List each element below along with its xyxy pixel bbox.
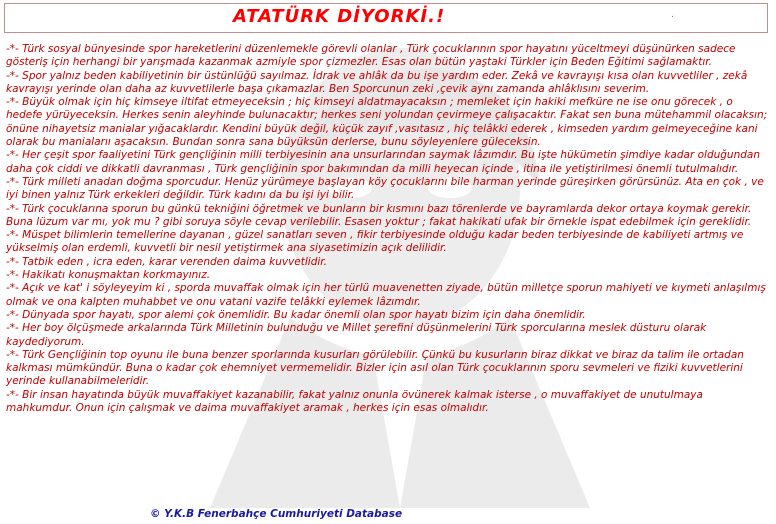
quote-paragraph: -*- Müspet bilimlerin temellerine dayanan , güzel sanatları seven , fikir terbiyesinde olduğu kadar beden terbiyesinde de kabiliyeti artmış ve yükselmiş olan erdemli, kuvvetli bir nesil yetiştirmek ana siyasetimizin açık delilidir. [6,229,744,255]
quote-paragraph: -*- Türk milleti anadan doğma sporcudur. Henüz yürümeye başlayan köy çocuklarını bile harman yerinde güreşirken görürsünüz. Ata en çok , ve iyi binen yalnız Türk erkekleri değildir. Türk kadını da bu işi iyi bilir. [6,175,764,202]
copyright-footer: © Y.K.B Fenerbahçe Cumhuriyeti Database [150,508,403,520]
quote-paragraph: -*- Türk çocuklarına sporun bu günkü tekniğini öğretmek ve bunların bir kısmını bazı törenlerde ve bayramlarda dekor ortaya koymak gerekir. Buna lüzum var mı, yok mu ? gibi soruya söyle cevap verilebilir. Esasen yoktur ; fakat hakikati ufak bir örnekle ispat edebilmek için gereklidir. [6,202,752,228]
quotes-list [6,43,772,415]
quote-paragraph: -*- Büyük olmak için hiç kimseye iltifat etmeyeceksin ; hiç kimseyi aldatmayacaksın ; memleket için hakiki mefküre ne ise onu görecek , o hedefe yürüyeceksin. Herkes senin aleyhinde bulunacaktır; herkes seni yolundan çevirmeye çalışacaktır. Fakat sen buna mütehammil olacaksın; önüne nihayetsiz manialar yığacaklardır. Kendini büyük değil, küçük zayıf ,vasıtasız , hiç telâkki ederek , kimseden yardım gelmeyeceğine kani olarak bu manialarıı aşacaksın. Bundan sonra sana büyüksün derlerse, bunu söyleyenlere güleceksin. [6,96,768,149]
decorative-dot: . [671,10,674,20]
quote-paragraph: -*- Her çeşit spor faaliyetini Türk gençliğinin milli terbiyesinin ana unsurlarından saymak lâzımdır. Bu işte hükümetin şimdiye kadar olduğundan daha çok ciddi ve dikkatli davranması , Türk gençliğinin spor bakımından da milli heyecan içinde , itina ile yetiştirilmesi önemli tutulmalıdır. [6,149,760,175]
quote-paragraph: -*- Dünyada spor hayatı, spor alemi çok önemlidir. Bu kadar önemli olan spor hayatı bizim için daha önemlidir. [6,308,586,321]
quote-paragraph: -*- Tatbik eden , icra eden, karar verenden daima kuvvetlidir. [6,255,327,268]
quote-paragraph: -*- Her boy ölçüşmede arkalarında Türk Milletinin bulunduğu ve Millet şerefini düşünmelerini Türk sporcularına meslek düsturu olarak kaydediyorum. [6,322,707,348]
quote-paragraph: -*- Türk Gençliğinin top oyunu ile buna benzer sporlarında kusurları görülebilir. Çünkü bu kusurların biraz dikkat ve biraz da talim ile ortadan kalkması mümkündür. Buna o kadar çok ehemniyet vermemelidir. Bizler için asıl olan Türk çocuklarının sporu sevmeleri ve fiziki kuvvetlerini yerinde kullanabilmeleridir. [6,348,744,388]
quote-paragraph: -*- Spor yalnız beden kabiliyetinin bir üstünlüğü sayılmaz. İdrak ve ahlâk da bu işe yardım eder. Zekâ ve kavrayışı kısa olan kuvvetliler , zekâ kavrayışı yerinde olan daha az kuvvetlilerle başa çıkamazlar. Ben Sporcunun zeki ,çevik aynı zamanda ahlâklısını severim. [6,69,748,95]
quote-paragraph: -*- Hakikatı konuşmaktan korkmayınız. [6,269,211,282]
quote-paragraph: -*- Bir insan hayatında büyük muvaffakiyet kazanabilir, fakat yalnız onunla övünerek kalmak isterse , o muvaffakiyet de unutulmaya mahkumdur. Onun için çalışmak ve daima muvaffakiyet aramak , herkes için esas olmalıdır. [6,388,703,415]
quote-paragraph: -*- Açık ve kat' i söyleyeyim ki , sporda muvaffak olmak için her türlü muavenetten ziyade, bütün milletçe sporun mahiyeti ve kıymeti anlaşılmış olmak ve ona kalpten muhabbet ve onu vatani vazife telâkki eylemek lâzımdır. [6,282,766,308]
page-title: ATATÜRK DİYORKİ.! [233,6,446,27]
title-box [4,3,768,33]
quote-paragraph: -*- Türk sosyal bünyesinde spor hareketlerini düzenlemekle görevli olanlar , Türk çocuklarının spor hayatını yüceltmeyi düşünürken sadece gösteriş için herhangi bir yarışmada kazanmak azmiyle spor çizmezler. Esas olan bütün yaştaki Türkler için Beden Eğitimi sağlamaktır. [6,43,736,69]
